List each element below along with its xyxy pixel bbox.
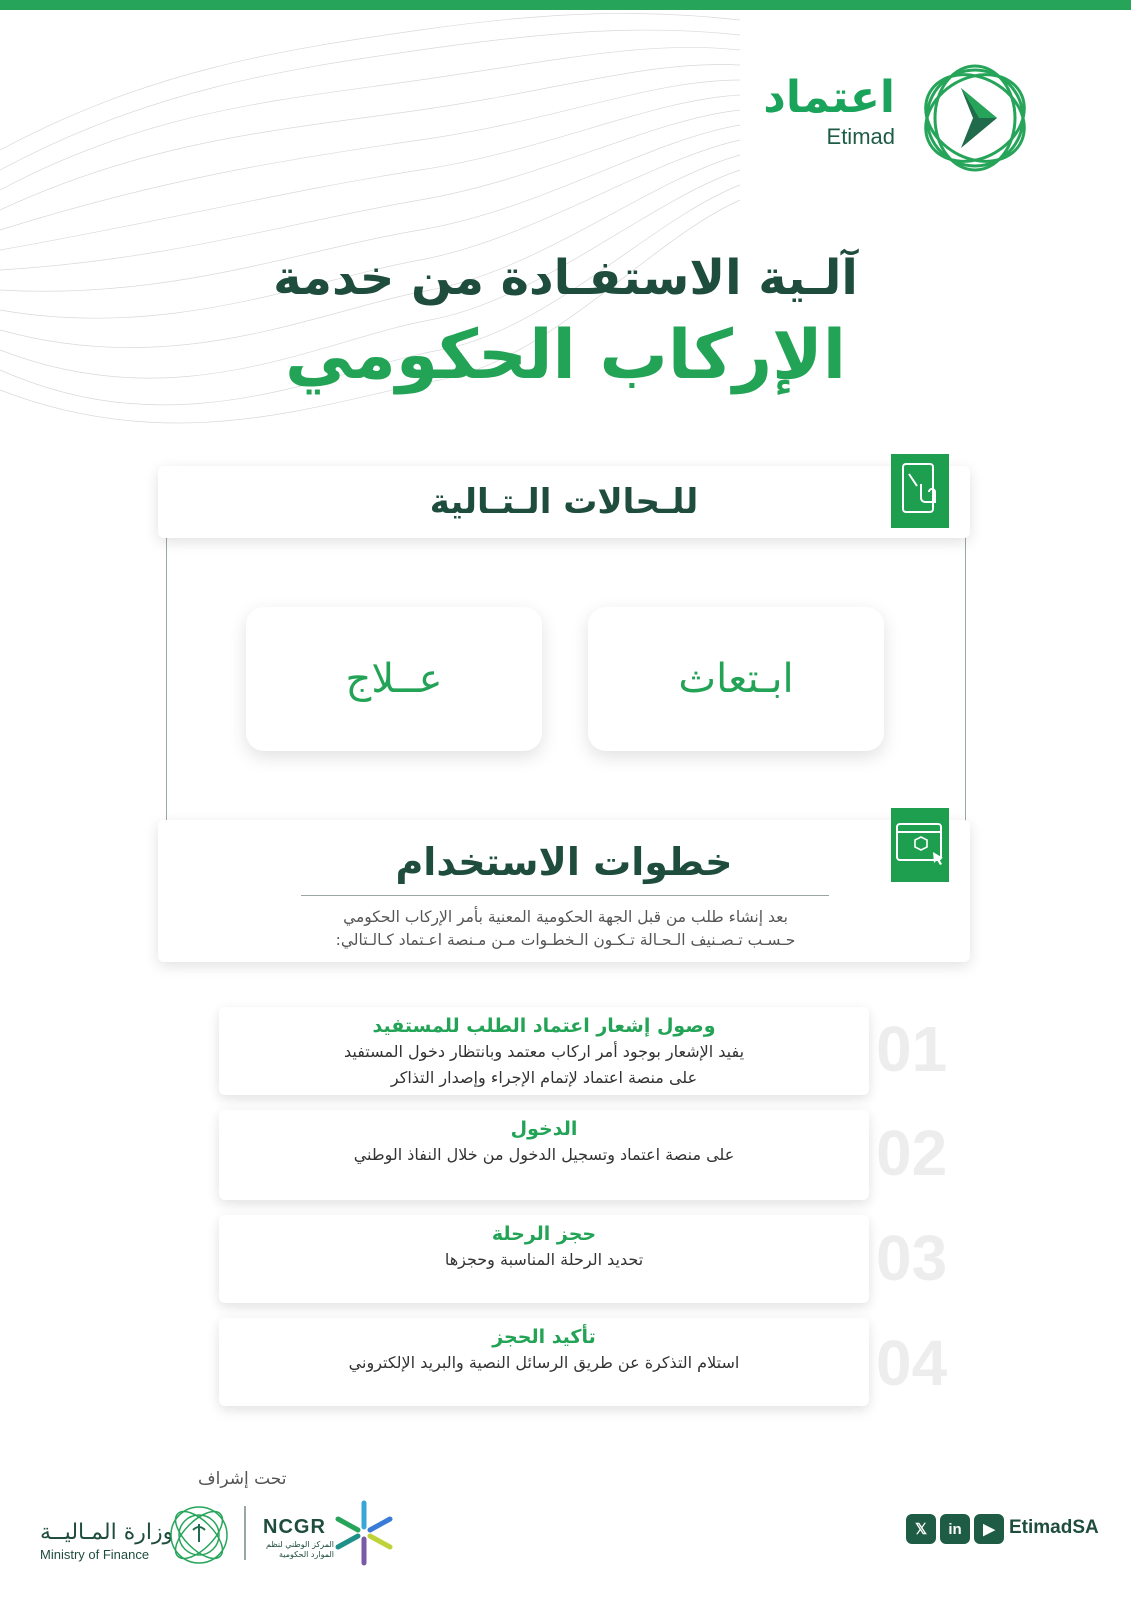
step-description-line2: على منصة اعتماد لإتمام الإجراء وإصدار التذاكر (390, 1068, 698, 1087)
step-description (219, 1039, 869, 1091)
browser-box-cursor-icon (891, 808, 949, 882)
footer-divider (244, 1506, 246, 1560)
supervision-label: تحت إشراف (198, 1469, 287, 1489)
page-title-line1: آلـية الاستفـادة من خدمة (273, 250, 858, 306)
case-card-scholarship: ابـتعاث (588, 607, 884, 751)
social-links (906, 1514, 1004, 1544)
step-description: تحديد الرحلة المناسبة وحجزها (444, 1250, 644, 1269)
etimad-logo (735, 58, 1035, 178)
steps-title: خطوات الاستخدام (395, 840, 733, 884)
ministry-name-arabic: وزارة المـاليــة (40, 1520, 174, 1545)
step-description: على منصة اعتماد وتسجيل الدخول من خلال النفاذ الوطني (353, 1145, 735, 1164)
ncgr-subtitle: المركز الوطني لنظم الموارد الحكومية (266, 1540, 334, 1559)
ncgr-logo-text: NCGR (263, 1516, 326, 1538)
step-card-4 (219, 1318, 869, 1406)
step-number-4: 04 (876, 1327, 948, 1399)
step-number-2: 02 (876, 1117, 948, 1189)
ministry-emblem-icon (164, 1500, 234, 1570)
steps-header-card (158, 820, 970, 962)
ministry-name-english: Ministry of Finance (40, 1547, 150, 1562)
cases-title: للـحالات الـتـالية (429, 482, 699, 522)
step-card-3 (219, 1215, 869, 1303)
logo-name-english: Etimad (826, 124, 895, 149)
top-accent-bar (0, 0, 1131, 10)
step-title: الدخول (510, 1118, 578, 1140)
step-title: حجز الرحلة (491, 1223, 597, 1245)
step-card-2 (219, 1110, 869, 1200)
case-card-treatment: عــلاج (246, 607, 542, 751)
cases-header-card (158, 466, 970, 538)
linkedin-icon[interactable]: in (940, 1514, 970, 1544)
step-title: وصول إشعار اعتماد الطلب للمستفيد (372, 1015, 716, 1037)
step-number-3: 03 (876, 1222, 948, 1294)
step-number-1: 01 (876, 1013, 948, 1085)
ncgr-logo-icon (330, 1497, 398, 1569)
step-description: استلام التذكرة عن طريق الرسائل النصية والبريد الإلكتروني (348, 1353, 740, 1372)
step-description-line1: يفيد الإشعار بوجود أمر اركاب معتمد وبانتظار دخول المستفيد (343, 1042, 745, 1061)
steps-intro-line1: بعد إنشاء طلب من قبل الجهة الحكومية المعنية بأمر الإركاب الحكومي (343, 908, 788, 926)
steps-divider (301, 895, 829, 896)
etimad-logo-icon (915, 58, 1035, 178)
logo-name-arabic: اعتماد (763, 72, 895, 123)
steps-intro-line2: حـسـب تـصـنيف الـحـالة تـكـون الـخطـوات مـن مـنصة اعـتماد كـالـتالي: (335, 931, 796, 949)
page-title-line2: الإركاب الحكومي (284, 316, 847, 395)
step-title: تأكيد الحجز (492, 1326, 596, 1348)
steps-intro (308, 906, 823, 952)
step-card-1 (219, 1007, 869, 1095)
social-handle: EtimadSA (1009, 1517, 1099, 1538)
x-icon[interactable]: 𝕏 (906, 1514, 936, 1544)
youtube-icon[interactable]: ▶ (974, 1514, 1004, 1544)
tablet-touch-icon (891, 454, 949, 528)
